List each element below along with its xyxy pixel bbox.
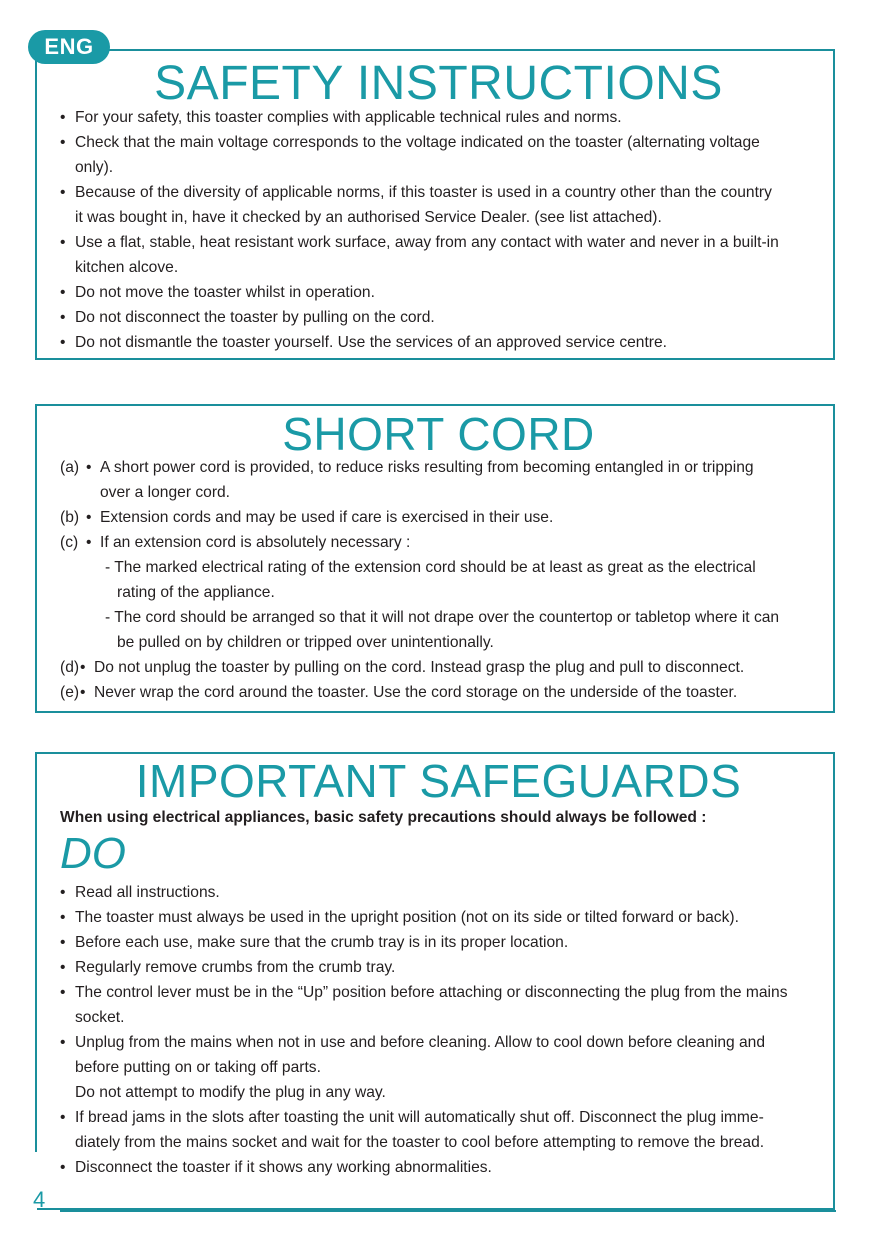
do-line-5: The control lever must be in the “Up” position before attaching or disconnecting the plug from the mains (75, 984, 788, 1001)
bullet: • (60, 1159, 66, 1176)
cord-line-9: Do not unplug the toaster by pulling on the cord. Instead grasp the plug and pull to disconnect. (94, 659, 745, 676)
bullet: • (60, 234, 66, 251)
cord-line-4: If an extension cord is absolutely necessary : (100, 534, 411, 551)
do-line-8: before putting on or taking off parts. (75, 1059, 321, 1076)
bullet: • (86, 509, 92, 526)
cord-line-8: be pulled on by children or tripped over unintentionally. (117, 634, 494, 651)
do-line-1: Read all instructions. (75, 884, 220, 901)
safety-line-9: Do not disconnect the toaster by pulling on the cord. (75, 309, 435, 326)
do-line-6: socket. (75, 1009, 125, 1026)
do-line-4: Regularly remove crumbs from the crumb tray. (75, 959, 396, 976)
do-line-11: diately from the mains socket and wait for the toaster to cool before attempting to remove the bread. (75, 1134, 765, 1151)
do-line-12: Disconnect the toaster if it shows any working abnormalities. (75, 1159, 492, 1176)
language-badge: ENG (28, 30, 110, 64)
short-cord-title: SHORT CORD (282, 408, 595, 460)
do-line-9: Do not attempt to modify the plug in any way. (75, 1084, 386, 1101)
safety-line-5: it was bought in, have it checked by an authorised Service Dealer. (see list attached). (75, 209, 662, 226)
safeguards-subheading: When using electrical appliances, basic safety precautions should always be followed : (60, 809, 707, 826)
do-line-10: If bread jams in the slots after toasting the unit will automatically shut off. Disconnect the plug imme- (75, 1109, 764, 1126)
page-number: 4 (33, 1187, 46, 1212)
bullet: • (80, 684, 86, 701)
do-line-7: Unplug from the mains when not in use and before cleaning. Allow to cool down before cleaning and (75, 1034, 766, 1051)
marker-b: (b) (60, 509, 80, 526)
bullet: • (60, 1034, 66, 1051)
safety-line-1: For your safety, this toaster complies with applicable technical rules and norms. (75, 109, 622, 126)
cord-line-10: Never wrap the cord around the toaster. Use the cord storage on the underside of the toaster. (94, 684, 738, 701)
bullet: • (80, 659, 86, 676)
safety-line-8: Do not move the toaster whilst in operation. (75, 284, 375, 301)
bullet: • (60, 959, 66, 976)
marker-c: (c) (60, 534, 79, 551)
do-heading: DO (60, 829, 126, 878)
safety-line-3: only). (75, 159, 114, 176)
bullet: • (86, 459, 92, 476)
cord-line-6: rating of the appliance. (117, 584, 275, 601)
bullet: • (60, 984, 66, 1001)
bullet: • (86, 534, 92, 551)
bullet: • (60, 309, 66, 326)
bullet: • (60, 284, 66, 301)
safety-line-7: kitchen alcove. (75, 259, 179, 276)
safety-line-2: Check that the main voltage corresponds to the voltage indicated on the toaster (alternating voltage (75, 134, 760, 151)
cord-line-2: over a longer cord. (100, 484, 231, 501)
marker-e: (e) (60, 684, 80, 701)
safety-line-6: Use a flat, stable, heat resistant work surface, away from any contact with water and never in a built-in (75, 234, 779, 251)
bullet: • (60, 334, 66, 351)
bullet: • (60, 184, 66, 201)
bullet: • (60, 934, 66, 951)
important-safeguards-title: IMPORTANT SAFEGUARDS (135, 755, 742, 807)
bullet: • (60, 1109, 66, 1126)
cord-line-5: - The marked electrical rating of the extension cord should be at least as great as the electrical (105, 559, 756, 576)
do-line-2: The toaster must always be used in the upright position (not on its side or tilted forward or back). (75, 909, 739, 926)
bullet: • (60, 909, 66, 926)
safety-line-10: Do not dismantle the toaster yourself. Use the services of an approved service centre. (75, 334, 667, 351)
safety-line-4: Because of the diversity of applicable norms, if this toaster is used in a country other than the country (75, 184, 772, 201)
marker-a: (a) (60, 459, 80, 476)
do-line-3: Before each use, make sure that the crumb tray is in its proper location. (75, 934, 569, 951)
cord-line-7: - The cord should be arranged so that it will not drape over the countertop or tabletop where it can (105, 609, 780, 626)
cord-line-1: A short power cord is provided, to reduce risks resulting from becoming entangled in or tripping (100, 459, 754, 476)
bullet: • (60, 109, 66, 126)
safety-instructions-title: SAFETY INSTRUCTIONS (154, 57, 723, 110)
bullet: • (60, 134, 66, 151)
cord-line-3: Extension cords and may be used if care is exercised in their use. (100, 509, 554, 526)
marker-d: (d) (60, 659, 80, 676)
footer-rule (60, 1210, 836, 1212)
bullet: • (60, 884, 66, 901)
